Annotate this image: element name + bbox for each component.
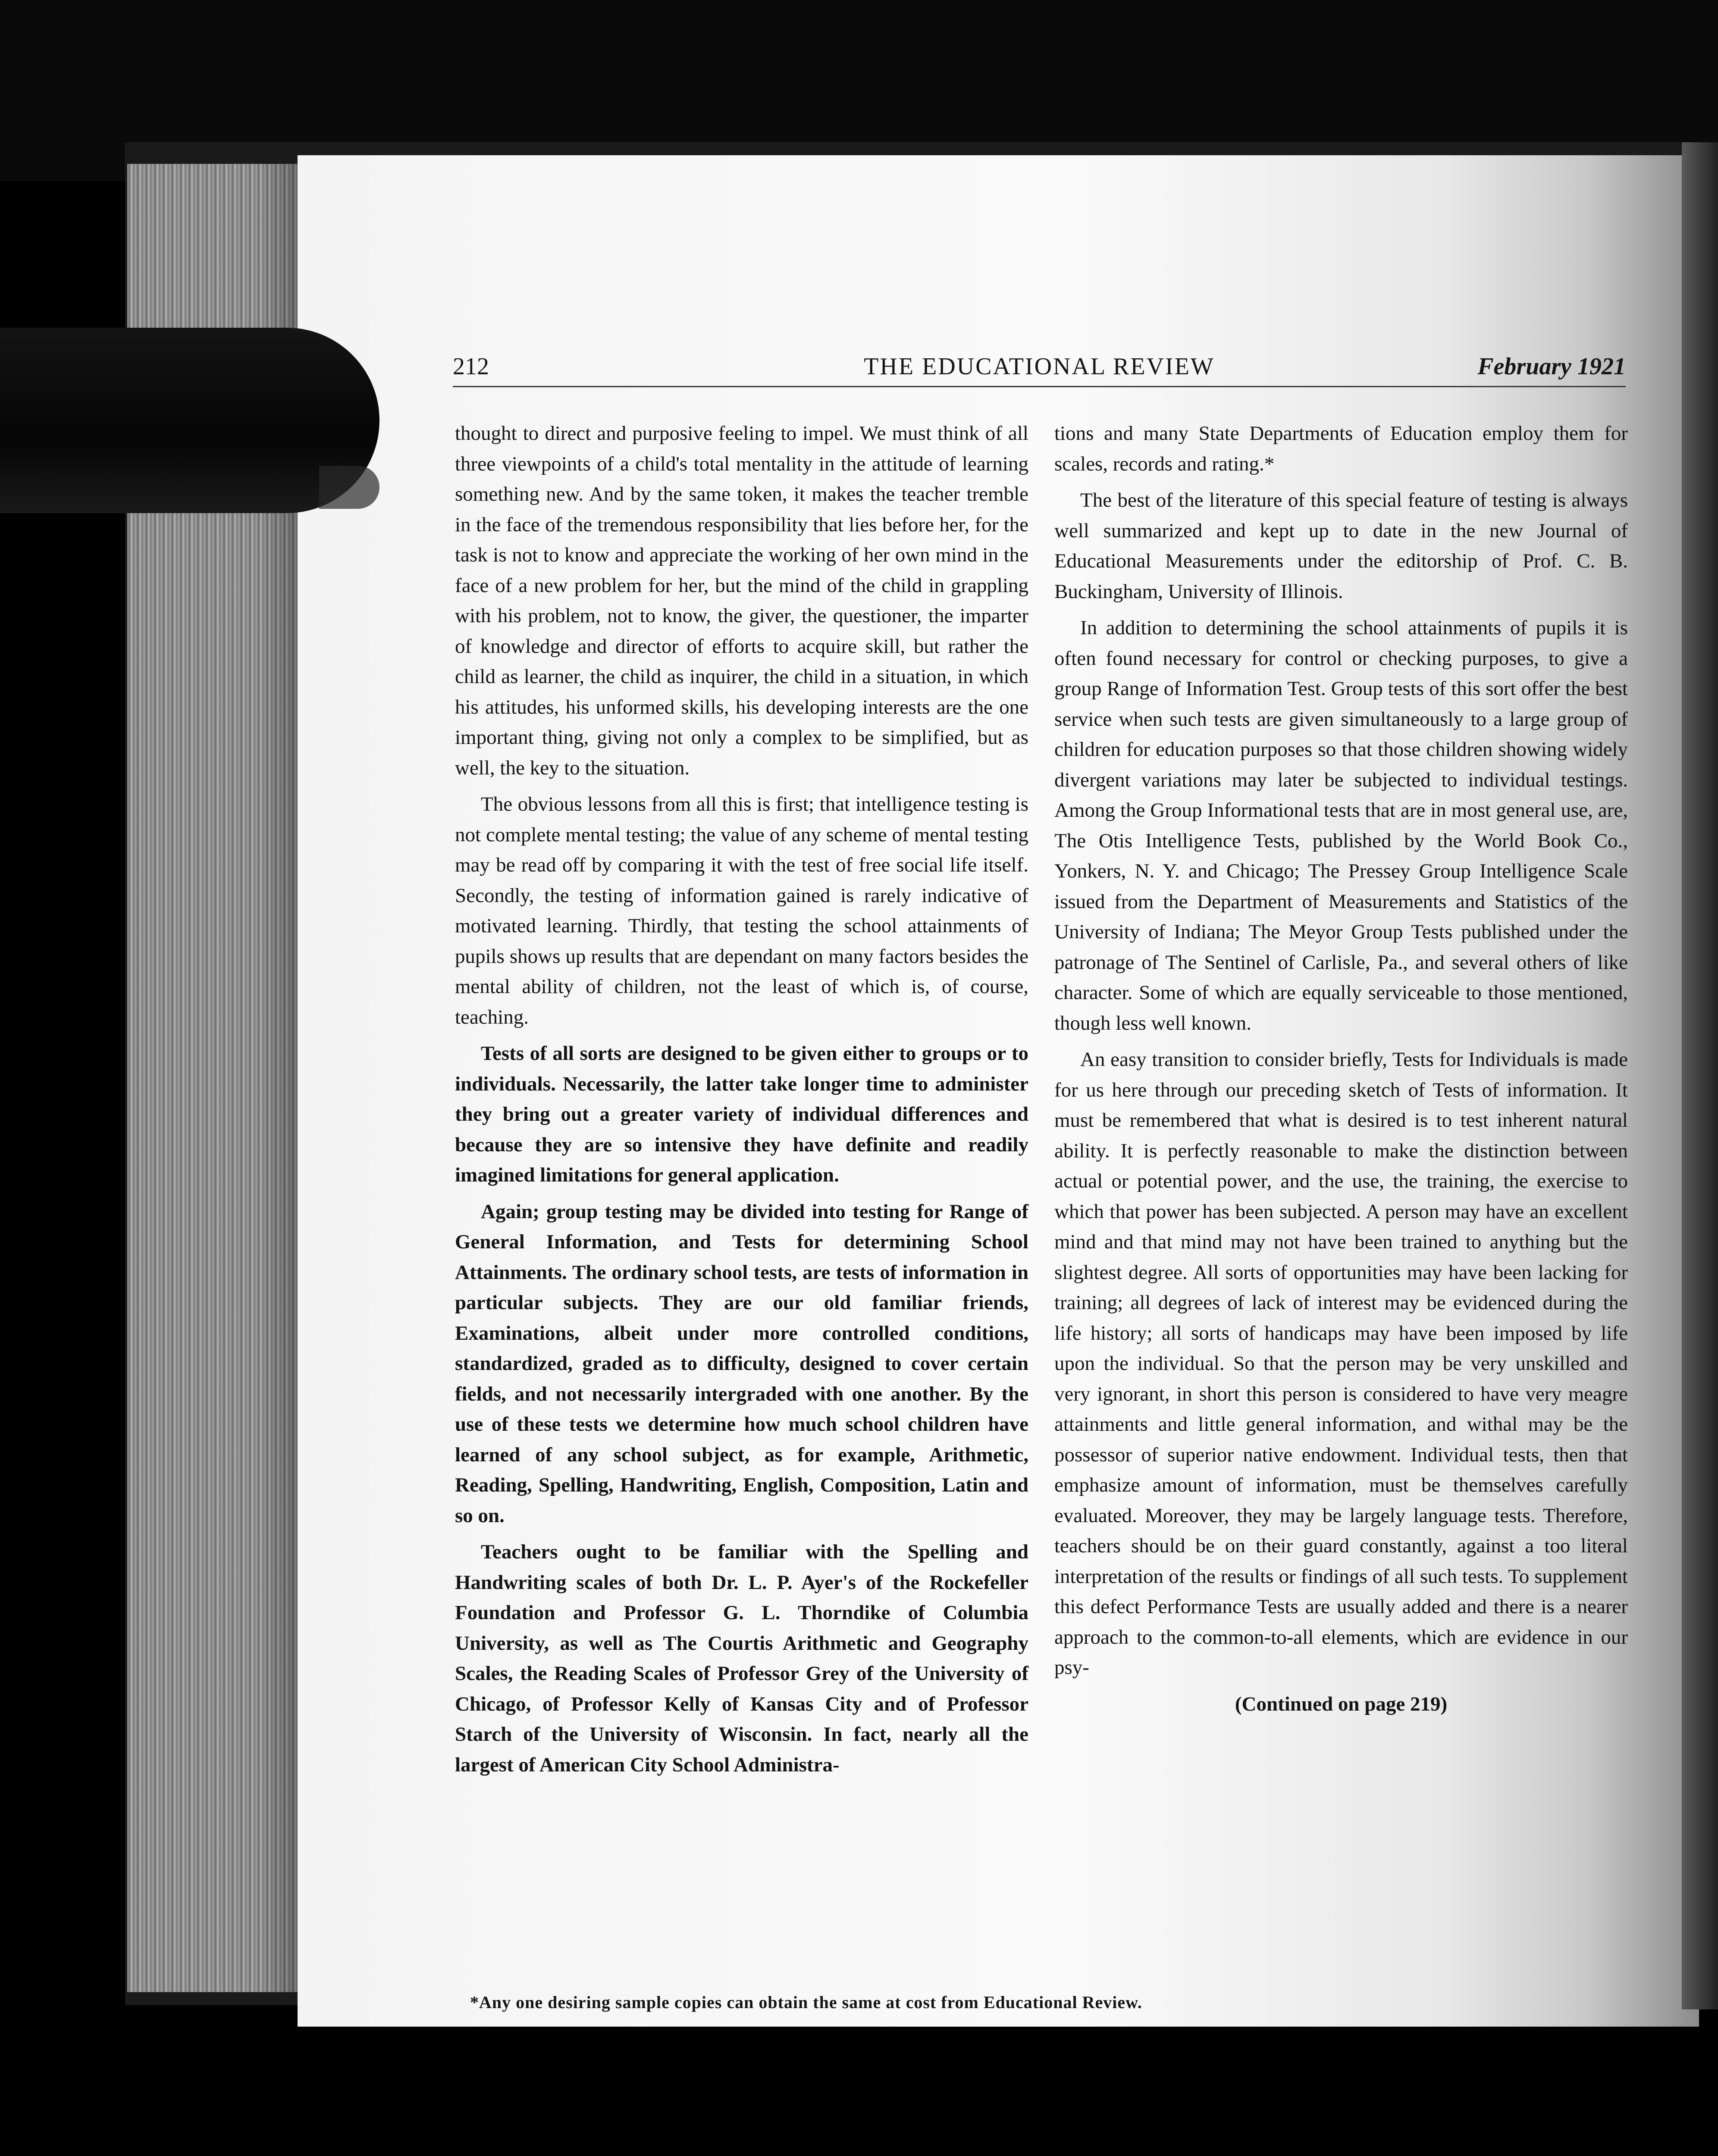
left-paragraph-4: Again; group testing may be divided into testing for Range of General Information, and Tests for determining School Attainments. The ordinary school tests, are tests of information in particular subjects. They are our old familiar friends, Examinations, albeit under more controlled conditions, standardized, graded as to difficulty, designed to cover certain fields, and not necessarily intergraded with one another. By the use of these tests we determine how much school children have learned of any school subject, as for example, Arithmetic, Reading, Spelling, Handwriting, English, Composition, Latin and so on. — [455, 1200, 1028, 1527]
right-paragraph-2: The best of the literature of this special feature of testing is always well summarized and kept up to date in the new Journal of Educational Measurements under the editorship of Prof. C. B. Buckingham, University of Illinois. — [1054, 489, 1628, 603]
left-column — [455, 418, 1028, 1786]
page-number: 212 — [453, 353, 489, 380]
continued-note: (Continued on page 219) — [1235, 1692, 1448, 1715]
header-rule — [453, 386, 1626, 387]
left-paragraph-2: The obvious lessons from all this is first; that intelligence testing is not complete mental testing; the value of any scheme of mental testing may be read off by comparing it with the test of free social life itself. Secondly, the testing of information gained is rarely indicative of motivated learning. Thirdly, that testing the school attainments of pupils shows up results that are dependant on many factors besides the mental ability of children, not the least of which is, of course, teaching. — [455, 793, 1028, 1028]
right-paragraph-4: An easy transition to consider briefly, Tests for Individuals is made for us here through our preceding sketch of Tests of information. It must be remembered that what is desired is to test inherent natural ability. It is perfectly reasonable to make the distinction between actual or potential power, and the use, the training, the exercise to which that power has been subjected. A person may have an excellent mind and that mind may not have been trained to anything but the slightest degree. All sorts of opportunities may have been lacking for training; all degrees of lack of interest may be evidenced during the life history; all sorts of handicaps may have been imposed by life upon the individual. So that the person may be very unskilled and very ignorant, in short this person is considered to have very meagre attainments and little general information, and withal may be the possessor of superior native endowment. Individual tests, then that emphasize amount of information, must be themselves carefully evaluated. Moreover, they may be largely language tests. Therefore, teachers should be on their guard constantly, against a too literal interpretation of the results or findings of all such tests. To supplement this defect Performance Tests are usually added and there is a nearer approach to the common-to-all elements, which are evidence in our psy- — [1054, 1048, 1628, 1679]
left-paragraph-5: Teachers ought to be familiar with the Spelling and Handwriting scales of both Dr. L. P. Ayer's of the Rockefeller Foundation and Professor G. L. Thorndike of Columbia University, as well as The Courtis Arithmetic and Geography Scales, the Reading Scales of Professor Grey of the University of Chicago, of Professor Kelly of Kansas City and of Professor Starch of the University of Wisconsin. In fact, nearly all the largest of American City School Administra- — [455, 1541, 1028, 1776]
running-title: THE EDUCATIONAL REVIEW — [864, 353, 1215, 380]
right-page-curl — [1682, 142, 1718, 2009]
right-column — [1054, 418, 1628, 1719]
right-paragraph-1: tions and many State Departments of Education employ them for scales, records and rating.* — [1054, 422, 1628, 475]
footnote: *Any one desiring sample copies can obtain the same at cost from Educational Review. — [470, 1993, 1142, 2012]
left-paragraph-3: Tests of all sorts are designed to be given either to groups or to individuals. Necessarily, the latter take longer time to administer they bring out a greater variety of individual differences and because they are so intensive they have definite and readily imagined limitations for general application. — [455, 1042, 1028, 1186]
bottom-backdrop — [0, 2027, 1718, 2156]
issue-date: February 1921 — [1477, 353, 1626, 380]
thumb-tip — [319, 466, 379, 509]
right-paragraph-3: In addition to determining the school attainments of pupils it is often found necessary for control or checking purposes, to give a group Range of Information Test. Group tests of this sort offer the best service when such tests are given simultaneously to a large group of children for education purposes so that those children showing widely divergent variations may later be subjected to individual testings. Among the Group Informational tests that are in most general use, are, The Otis Intelligence Tests, published by the World Book Co., Yonkers, N. Y. and Chicago; The Pressey Group Intelligence Scale issued from the Department of Measurements and Statistics of the University of Indiana; The Meyor Group Tests published under the patronage of The Sentinel of Carlisle, Pa., and several others of like character. Some of which are equally serviceable to those mentioned, though less well known. — [1054, 617, 1628, 1034]
page-header — [453, 353, 1626, 383]
left-paragraph-1: thought to direct and purposive feeling to impel. We must think of all three viewpoints of a child's total mentality in the attitude of learning something new. And by the same token, it makes the teacher tremble in the face of the tremendous responsibility that lies before her, for the task is not to know and appreciate the working of her own mind in the face of a new problem for her, but the mind of the child in grappling with his problem, not to know, the giver, the questioner, the imparter of knowledge and director of efforts to acquire skill, but rather the child as learner, the child as inquirer, the child in a situation, in which his attitudes, his unformed skills, his developing interests are the one important thing, giving not only a complex to be simplified, but as well, the key to the situation. — [455, 422, 1028, 779]
